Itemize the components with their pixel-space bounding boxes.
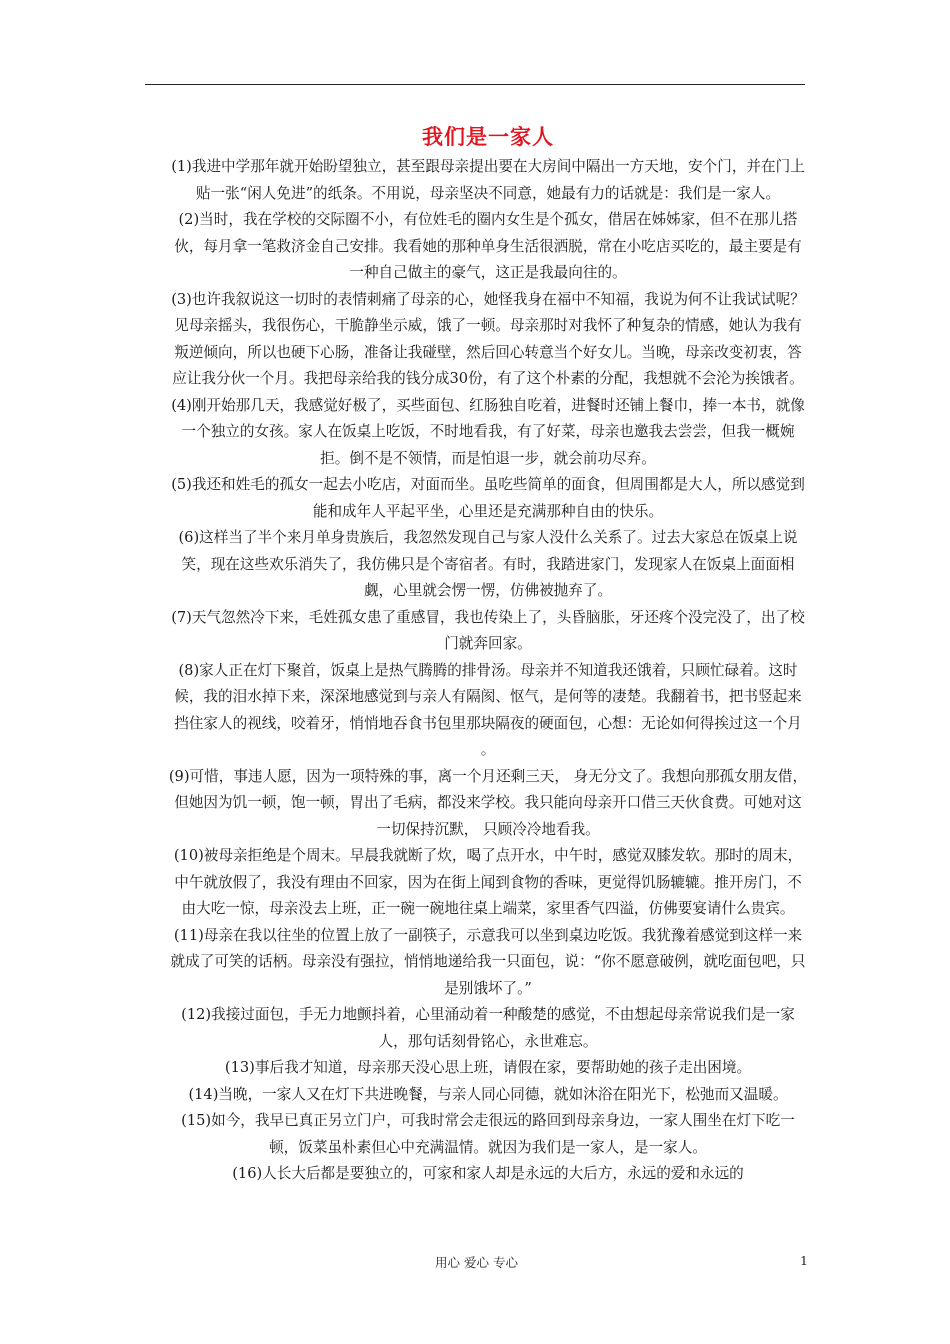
paragraph-5: (5)我还和姓毛的孤女一起去小吃店，对面而坐。虽吃些简单的面食，但周围都是大人，所以感觉到能和成年人平起平坐，心里还是充满那种自由的快乐。 [171, 476, 805, 520]
paragraph-8: (8)家人正在灯下聚首，饭桌上是热气腾腾的排骨汤。母亲并不知道我还饿着，只顾忙碌着。这时候，我的泪水掉下来，深深地感觉到与亲人有隔阂、怄气，是何等的凄楚。我翻着书，把书竖起来挡住家人的视线，咬着牙，悄悄地吞食书包里那块隔夜的硬面包，心想：无论如何得挨过这一个月 。 [174, 661, 802, 758]
article-body [168, 122, 808, 1188]
paragraph-4: (4)刚开始那几天，我感觉好极了，买些面包、红肠独自吃着，进餐时还铺上餐巾，捧一本书，就像一个独立的女孩。家人在饭桌上吃饭，不时地看我，有了好菜，母亲也邀我去尝尝，但我一概婉拒。倒不是不领情，而是怕退一步，就会前功尽弃。 [171, 396, 805, 467]
paragraph-1: (1)我进中学那年就开始盼望独立，甚至跟母亲提出要在大房间中隔出一方天地，安个门，并在门上贴一张“闲人免进”的纸条。不用说，母亲坚决不同意，她最有力的话就是：我们是一家人。 [171, 158, 805, 202]
paragraph-12: (12)我接过面包，手无力地颤抖着，心里涌动着一种酸楚的感觉，不由想起母亲常说我们是一家人，那句话刻骨铭心，永世难忘。 [181, 1006, 795, 1050]
paragraph-15: (15)如今，我早已真正另立门户，可我时常会走很远的路回到母亲身边，一家人围坐在灯下吃一顿，饭菜虽朴素但心中充满温情。就因为我们是一家人，是一家人。 [181, 1112, 795, 1156]
paragraph-2: (2)当时，我在学校的交际圈不小，有位姓毛的圈内女生是个孤女，借居在姊姊家，但不在那儿搭伙，每月拿一笔救济金自己安排。我看她的那种单身生活很洒脱，常在小吃店买吃的，最主要是有一种自己做主的豪气，这正是我最向往的。 [174, 211, 802, 281]
paragraph-3: (3)也许我叙说这一切时的表情刺痛了母亲的心，她怪我身在福中不知福，我说为何不让我试试呢？见母亲摇头，我很伤心，干脆静坐示威，饿了一顿。母亲那时对我怀了种复杂的情感，她认为我有叛逆倾向，所以也硬下心肠，准备让我碰壁，然后回心转意当个好女儿。当晚，母亲改变初衷，答应让我分伙一个月。我把母亲给我的钱分成30份，有了这个朴素的分配，我想就不会沦为挨饿者。 [171, 290, 805, 387]
footer-slogan: 用心 爱心 专心 [435, 1255, 518, 1270]
paragraph-9: (9)可惜，事违人愿，因为一项特殊的事，离一个月还剩三天， 身无分文了。我想向那孤女朋友借，但她因为饥一顿，饱一顿，胃出了毛病，都没来学校。我只能向母亲开口借三天伙食费。可她对这一切保持沉默， 只顾冷冷地看我。 [168, 767, 808, 838]
header-rule [145, 84, 805, 85]
paragraph-16: (16)人长大后都是要独立的，可家和家人却是永远的大后方，永远的爱和永远的 [232, 1165, 744, 1182]
page-number: 1 [800, 1253, 808, 1268]
paragraph-14: (14)当晚，一家人又在灯下共进晚餐，与亲人同心同德，就如沐浴在阳光下，松弛而又温暖。 [188, 1085, 788, 1103]
paragraph-13: (13)事后我才知道，母亲那天没心思上班，请假在家，要帮助她的孩子走出困境。 [224, 1059, 752, 1076]
paragraph-11: (11)母亲在我以往坐的位置上放了一副筷子，示意我可以坐到桌边吃饭。我犹豫着感觉到这样一来就成了可笑的话柄。母亲没有强拉，悄悄地递给我一只面包，说：“你不愿意破例，就吃面包吧，只是别饿坏了。” [170, 926, 806, 997]
article-title: 我们是一家人 [422, 124, 554, 149]
paragraph-7: (7)天气忽然冷下来，毛姓孤女患了重感冒，我也传染上了，头昏脑胀，牙还疼个没完没了，出了校门就奔回家。 [171, 608, 805, 652]
paragraph-6: (6)这样当了半个来月单身贵族后，我忽然发现自己与家人没什么关系了。过去大家总在饭桌上说笑，现在这些欢乐消失了，我仿佛只是个寄宿者。有时，我踏进家门，发现家人在饭桌上面面相觑，心里就会愣一愣，仿佛被抛弃了。 [178, 529, 798, 599]
paragraph-10: (10)被母亲拒绝是个周末。早晨我就断了炊，喝了点开水，中午时，感觉双膝发软。那时的周末，中午就放假了，我没有理由不回家，因为在街上闻到食物的香味，更觉得饥肠辘辘。推开房门，不由大吃一惊，母亲没去上班，正一碗一碗地往桌上端菜，家里香气四溢，仿佛要宴请什么贵宾。 [173, 847, 803, 917]
